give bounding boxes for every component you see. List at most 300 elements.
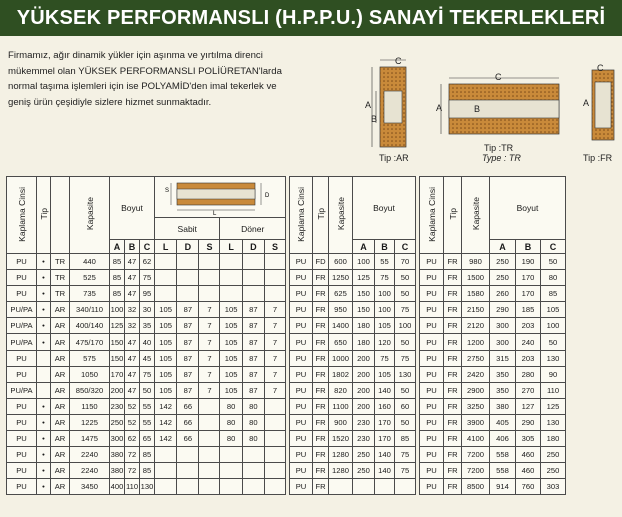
- table-cell: 55: [140, 398, 155, 414]
- table-cell: 105: [220, 302, 242, 318]
- table-cell: 87: [177, 366, 199, 382]
- table-cell: 85: [140, 447, 155, 463]
- table-cell: 340/110: [70, 302, 110, 318]
- table-cell: PU: [420, 447, 444, 463]
- table-cell: 80: [242, 431, 264, 447]
- table-cell: FR: [313, 350, 329, 366]
- table-cell: [199, 286, 220, 302]
- table-cell: PU: [290, 414, 313, 430]
- table-cell: FR: [313, 270, 329, 286]
- table-row: [7, 302, 566, 318]
- table-cell: [329, 479, 353, 495]
- table-cell: 300: [110, 431, 125, 447]
- table-cell: PU: [290, 463, 313, 479]
- table-cell: FR: [444, 334, 462, 350]
- header-empty: [51, 177, 70, 254]
- table-cell: PU/PA: [7, 318, 37, 334]
- table-cell: 75: [375, 350, 395, 366]
- table-cell: 100: [395, 318, 416, 334]
- table-cell: PU: [7, 350, 37, 366]
- header-coating-3: Kaplama Cinsi: [420, 177, 444, 254]
- table-cell: 87: [177, 382, 199, 398]
- table-cell: AR: [51, 302, 70, 318]
- table-cell: •: [37, 398, 51, 414]
- table-cell: 87: [177, 318, 199, 334]
- header-size: Boyut: [110, 177, 155, 240]
- table-cell: 105: [220, 382, 242, 398]
- intro-line: normal taşıma işlemleri için ise POLYAMİD'den imal tekerlek ve: [8, 81, 277, 93]
- table-cell: 3250: [462, 398, 490, 414]
- table-cell: 105: [155, 382, 177, 398]
- table-cell: [155, 286, 177, 302]
- table-cell: FR: [444, 382, 462, 398]
- table-cell: [242, 286, 264, 302]
- table-cell: 7: [264, 382, 285, 398]
- table-cell: 250: [541, 447, 566, 463]
- table-cell: PU: [7, 479, 37, 495]
- table-cell: AR: [51, 479, 70, 495]
- table-cell: 130: [140, 479, 155, 495]
- table-cell: 2420: [462, 366, 490, 382]
- table-cell: PU: [420, 334, 444, 350]
- table-cell: [220, 447, 242, 463]
- table-cell: [264, 431, 285, 447]
- table-cell: •: [37, 286, 51, 302]
- header-c-2: C: [395, 240, 416, 254]
- table-cell: 47: [125, 254, 140, 270]
- table-row: [7, 318, 566, 334]
- table-row: [7, 463, 566, 479]
- table-cell: •: [37, 414, 51, 430]
- table-cell: 140: [375, 382, 395, 398]
- table-cell: 820: [329, 382, 353, 398]
- table-cell: 7: [264, 366, 285, 382]
- table-cell: 270: [516, 382, 541, 398]
- table-cell: [264, 270, 285, 286]
- table-cell: AR: [51, 431, 70, 447]
- page-title: YÜKSEK PERFORMANSLI (H.P.P.U.) SANAYİ TEKERLEKLERİ: [16, 7, 606, 29]
- table-cell: [264, 463, 285, 479]
- table-cell: 475/170: [70, 334, 110, 350]
- table-cell: 405: [490, 414, 516, 430]
- table-cell: 110: [125, 479, 140, 495]
- table-cell: 200: [353, 366, 375, 382]
- table-cell: 2150: [462, 302, 490, 318]
- table-cell: 380: [110, 463, 125, 479]
- header-b-3: B: [516, 240, 541, 254]
- table-cell: PU: [290, 366, 313, 382]
- table-row: [7, 350, 566, 366]
- table-cell: 300: [490, 334, 516, 350]
- table-cell: 1100: [329, 398, 353, 414]
- header-s: S: [264, 240, 285, 254]
- axle-diagram: [155, 177, 285, 215]
- diagram-dim-label: B: [474, 104, 481, 114]
- table-cell: [199, 463, 220, 479]
- table-cell: 150: [353, 302, 375, 318]
- diagram-dim-label: A: [436, 103, 443, 113]
- table-cell: FR: [444, 286, 462, 302]
- table-cell: 1280: [329, 447, 353, 463]
- table-cell: FR: [313, 286, 329, 302]
- table-row: [7, 270, 566, 286]
- table-cell: PU: [420, 366, 444, 382]
- table-cell: TR: [51, 286, 70, 302]
- table-cell: 87: [177, 302, 199, 318]
- table-cell: [220, 286, 242, 302]
- table-cell: 7: [264, 334, 285, 350]
- table-cell: 47: [125, 270, 140, 286]
- table-cell: [242, 479, 264, 495]
- table-cell: 914: [490, 479, 516, 495]
- table-cell: [155, 463, 177, 479]
- table-cell: 52: [125, 398, 140, 414]
- header-capacity-2: Kapasite: [329, 177, 353, 254]
- table-cell: 1500: [462, 270, 490, 286]
- header-capacity: Kapasite: [70, 177, 110, 254]
- table-row: [7, 366, 566, 382]
- table-cell: 85: [110, 286, 125, 302]
- table-cell: 90: [541, 366, 566, 382]
- table-cell: •: [37, 318, 51, 334]
- header-size-3: Boyut: [490, 177, 566, 240]
- table-cell: [242, 463, 264, 479]
- table-cell: 105: [155, 302, 177, 318]
- table-cell: 105: [220, 334, 242, 350]
- table-cell: 50: [395, 382, 416, 398]
- table-cell: 100: [375, 286, 395, 302]
- table-cell: 87: [177, 350, 199, 366]
- table-cell: FR: [444, 447, 462, 463]
- table-cell: 100: [541, 318, 566, 334]
- table-cell: 7: [199, 318, 220, 334]
- table-row: [7, 286, 566, 302]
- header-c: C: [140, 240, 155, 254]
- table-cell: 50: [541, 254, 566, 270]
- table-cell: AR: [51, 350, 70, 366]
- table-cell: 160: [375, 398, 395, 414]
- table-cell: [37, 366, 51, 382]
- table-cell: 47: [125, 334, 140, 350]
- table-cell: 105: [375, 318, 395, 334]
- table-cell: •: [37, 302, 51, 318]
- table-cell: [155, 270, 177, 286]
- table-cell: 170: [375, 431, 395, 447]
- table-cell: 65: [140, 431, 155, 447]
- table-cell: [177, 463, 199, 479]
- header-l: L: [155, 240, 177, 254]
- table-row: [7, 254, 566, 270]
- table-row: [7, 447, 566, 463]
- table-cell: [177, 286, 199, 302]
- table-cell: 142: [155, 414, 177, 430]
- table-row: [7, 479, 566, 495]
- table-cell: TR: [51, 254, 70, 270]
- table-cell: 1475: [70, 431, 110, 447]
- table-cell: PU: [7, 286, 37, 302]
- table-cell: 600: [329, 254, 353, 270]
- table-cell: 400/140: [70, 318, 110, 334]
- axle-dim-s: S: [165, 188, 170, 194]
- product-table: [6, 176, 566, 495]
- table-cell: FR: [444, 414, 462, 430]
- table-cell: 47: [125, 366, 140, 382]
- table-cell: [177, 479, 199, 495]
- table-cell: [199, 398, 220, 414]
- table-cell: FR: [444, 318, 462, 334]
- table-cell: 1250: [329, 270, 353, 286]
- table-cell: 203: [516, 318, 541, 334]
- diagram-dim-label: C: [597, 63, 604, 73]
- table-cell: 440: [70, 254, 110, 270]
- table-cell: 47: [125, 286, 140, 302]
- table-cell: 290: [516, 414, 541, 430]
- table-cell: FR: [444, 463, 462, 479]
- table-cell: FR: [313, 318, 329, 334]
- table-cell: [242, 447, 264, 463]
- table-cell: 3450: [70, 479, 110, 495]
- table-cell: FR: [313, 382, 329, 398]
- table-cell: •: [37, 334, 51, 350]
- table-cell: 75: [140, 366, 155, 382]
- table-cell: 2240: [70, 463, 110, 479]
- table-cell: 315: [490, 350, 516, 366]
- table-cell: 250: [110, 414, 125, 430]
- wheel-diagram-fr: [586, 64, 620, 144]
- header-coating: Kaplama Cinsi: [7, 177, 37, 254]
- table-cell: PU: [290, 302, 313, 318]
- table-cell: 105: [155, 366, 177, 382]
- table-cell: PU: [290, 286, 313, 302]
- table-cell: 47: [125, 350, 140, 366]
- intro-text: [8, 48, 308, 110]
- table-cell: 62: [125, 431, 140, 447]
- table-cell: FR: [313, 414, 329, 430]
- axle-dim-l: L: [213, 211, 217, 215]
- diagram-type-label-fr: Tip :FR: [583, 153, 613, 163]
- table-cell: 8500: [462, 479, 490, 495]
- table-cell: 85: [541, 286, 566, 302]
- table-cell: 170: [516, 286, 541, 302]
- table-cell: PU: [7, 366, 37, 382]
- table-cell: 2750: [462, 350, 490, 366]
- table-cell: [177, 254, 199, 270]
- table-cell: AR: [51, 398, 70, 414]
- table-cell: [37, 382, 51, 398]
- table-cell: 75: [395, 302, 416, 318]
- table-cell: 1150: [70, 398, 110, 414]
- table-cell: 62: [140, 254, 155, 270]
- intro-line: mükemmel olan YÜKSEK PERFORMANSLI POLİÜRETAN'larda: [8, 65, 282, 77]
- table-cell: 32: [125, 318, 140, 334]
- table-cell: 170: [516, 270, 541, 286]
- table-cell: 140: [375, 463, 395, 479]
- table-cell: [155, 254, 177, 270]
- table-cell: [199, 431, 220, 447]
- intro-line: geniş ürün çeşidiyle sizlere hizmet sunmaktadır.: [8, 96, 212, 108]
- table-cell: 7: [199, 350, 220, 366]
- table-cell: FR: [313, 302, 329, 318]
- table-cell: 30: [140, 302, 155, 318]
- header-b-2: B: [375, 240, 395, 254]
- table-cell: FR: [444, 302, 462, 318]
- table-cell: •: [37, 463, 51, 479]
- table-cell: 125: [110, 318, 125, 334]
- diagram-dim-label: A: [365, 100, 372, 110]
- table-cell: AR: [51, 463, 70, 479]
- table-cell: 80: [220, 431, 242, 447]
- table-cell: 260: [490, 286, 516, 302]
- table-cell: 72: [125, 447, 140, 463]
- table-row: [7, 398, 566, 414]
- header-rotating: Döner: [220, 218, 286, 240]
- table-cell: 303: [541, 479, 566, 495]
- table-cell: 87: [242, 334, 264, 350]
- table-cell: 3900: [462, 414, 490, 430]
- table-cell: [264, 479, 285, 495]
- table-cell: 7: [199, 366, 220, 382]
- table-cell: [395, 479, 416, 495]
- table-cell: •: [37, 447, 51, 463]
- table-cell: 120: [375, 334, 395, 350]
- table-cell: PU: [290, 431, 313, 447]
- header-c-3: C: [541, 240, 566, 254]
- table-cell: AR: [51, 318, 70, 334]
- header-type: Tip: [37, 177, 51, 254]
- table-cell: 60: [395, 398, 416, 414]
- table-cell: 950: [329, 302, 353, 318]
- table-cell: 460: [516, 447, 541, 463]
- table-cell: 45: [140, 350, 155, 366]
- table-cell: 230: [353, 414, 375, 430]
- table-cell: 66: [177, 431, 199, 447]
- table-cell: 250: [353, 463, 375, 479]
- table-cell: 150: [353, 286, 375, 302]
- table-cell: 105: [541, 302, 566, 318]
- table-cell: 380: [490, 398, 516, 414]
- table-body: [7, 254, 566, 495]
- table-cell: 87: [177, 334, 199, 350]
- table-cell: 900: [329, 414, 353, 430]
- table-cell: 100: [375, 302, 395, 318]
- table-cell: PU: [420, 350, 444, 366]
- table-cell: 200: [353, 382, 375, 398]
- table-cell: FR: [313, 447, 329, 463]
- table-cell: FR: [444, 350, 462, 366]
- table-cell: 50: [395, 334, 416, 350]
- table-cell: PU: [420, 414, 444, 430]
- table-cell: 105: [220, 350, 242, 366]
- diagram-type-label-tr-en: Type : TR: [482, 153, 521, 163]
- table-row: [7, 414, 566, 430]
- table-cell: [353, 479, 375, 495]
- table-cell: 4100: [462, 431, 490, 447]
- table-cell: 80: [242, 398, 264, 414]
- table-cell: FR: [313, 479, 329, 495]
- table-cell: PU: [7, 414, 37, 430]
- table-cell: 75: [395, 447, 416, 463]
- table-cell: 50: [395, 286, 416, 302]
- table-cell: 87: [242, 382, 264, 398]
- table-cell: [242, 270, 264, 286]
- table-cell: 142: [155, 398, 177, 414]
- table-cell: 150: [110, 334, 125, 350]
- table-cell: FD: [313, 254, 329, 270]
- table-cell: [177, 270, 199, 286]
- table-cell: [375, 479, 395, 495]
- table-cell: 130: [541, 414, 566, 430]
- table-cell: 70: [395, 254, 416, 270]
- table-cell: [155, 447, 177, 463]
- table-cell: 105: [220, 366, 242, 382]
- table-cell: 250: [353, 447, 375, 463]
- table-cell: 980: [462, 254, 490, 270]
- table-cell: •: [37, 254, 51, 270]
- diagram-dim-label: C: [395, 56, 402, 66]
- table-cell: 290: [490, 302, 516, 318]
- table-cell: PU: [420, 302, 444, 318]
- table-cell: FR: [444, 270, 462, 286]
- table-cell: 650: [329, 334, 353, 350]
- table-cell: 1580: [462, 286, 490, 302]
- table-cell: 110: [541, 382, 566, 398]
- table-cell: 75: [140, 270, 155, 286]
- table-cell: [264, 286, 285, 302]
- table-cell: 230: [353, 431, 375, 447]
- table-cell: PU: [290, 334, 313, 350]
- table-cell: 200: [110, 382, 125, 398]
- table-cell: 125: [541, 398, 566, 414]
- table-cell: PU: [420, 318, 444, 334]
- table-cell: FR: [313, 334, 329, 350]
- table-cell: •: [37, 479, 51, 495]
- table-cell: FR: [313, 463, 329, 479]
- table-cell: PU: [420, 463, 444, 479]
- table-row: [7, 431, 566, 447]
- table-cell: PU: [7, 431, 37, 447]
- table-cell: [242, 254, 264, 270]
- table-row: [7, 382, 566, 398]
- table-cell: 625: [329, 286, 353, 302]
- table-cell: •: [37, 270, 51, 286]
- table-row: [7, 334, 566, 350]
- diagram-dim-label: A: [583, 98, 590, 108]
- table-cell: 180: [541, 431, 566, 447]
- table-cell: 558: [490, 463, 516, 479]
- table-cell: 130: [541, 350, 566, 366]
- table-cell: [37, 350, 51, 366]
- table-cell: PU: [290, 398, 313, 414]
- table-cell: 7: [264, 350, 285, 366]
- table-cell: 558: [490, 447, 516, 463]
- header-fixed: Sabit: [155, 218, 220, 240]
- table-cell: 85: [110, 254, 125, 270]
- table-cell: 72: [125, 463, 140, 479]
- table-cell: [264, 414, 285, 430]
- table-cell: [264, 398, 285, 414]
- table-cell: 85: [395, 431, 416, 447]
- diagram-type-label-ar: Tip :AR: [379, 153, 409, 163]
- table-cell: 75: [375, 270, 395, 286]
- table-cell: FR: [313, 398, 329, 414]
- table-cell: AR: [51, 334, 70, 350]
- table-cell: PU/PA: [7, 334, 37, 350]
- table-cell: 250: [490, 254, 516, 270]
- table-cell: 1225: [70, 414, 110, 430]
- table-cell: 50: [395, 414, 416, 430]
- table-cell: PU: [420, 398, 444, 414]
- table-cell: [199, 254, 220, 270]
